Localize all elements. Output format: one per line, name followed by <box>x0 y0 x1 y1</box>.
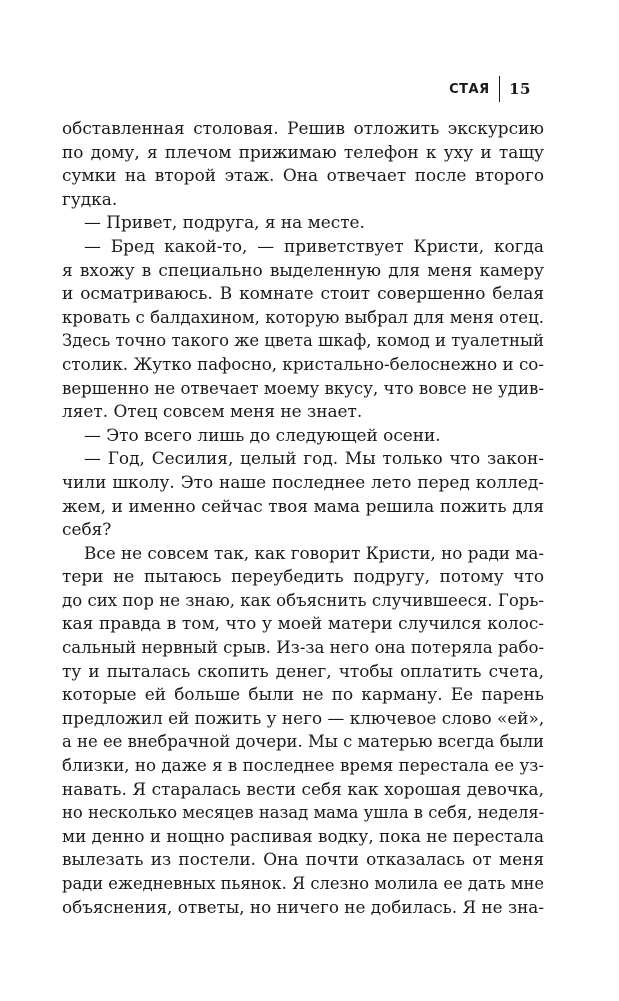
text-line: вылезать из постели. Она почти отказалась от меня <box>62 849 544 870</box>
text-line: вершенно не отвечает моему вкусу, что вовсе не удив- <box>62 378 544 398</box>
text-line: гудка. <box>62 188 118 209</box>
running-head <box>449 76 531 102</box>
text-line: объяснения, ответы, но ничего не добилась. Я не зна- <box>62 896 544 917</box>
text-line: и осматриваюсь. В комнате стоит совершенно белая <box>62 283 544 304</box>
text-line: — Бред какой-то, — приветствует Кристи, когда <box>84 235 544 256</box>
page-number: 15 <box>509 80 531 98</box>
running-head-divider <box>499 76 501 102</box>
text-line: ми денно и нощно распивая водку, пока не перестала <box>62 825 544 846</box>
text-line: — Это всего лишь до следующей осени. <box>84 424 441 445</box>
text-line: по дому, я плечом прижимаю телефон к уху и тащу <box>62 141 544 162</box>
text-line: ту и пыталась скопить денег, чтобы оплатить счета, <box>62 660 544 681</box>
text-line: сальный нервный срыв. Из-за него она потеряла рабо- <box>62 638 545 658</box>
text-line: я вхожу в специально выделенную для меня камеру <box>62 259 544 280</box>
text-line: чили школу. Это наше последнее лето перед коллед- <box>62 471 544 492</box>
text-line: себя? <box>62 519 112 540</box>
running-head-title: СТАЯ <box>449 81 490 97</box>
text-line: ляет. Отец совсем меня не знает. <box>62 401 363 422</box>
text-line: но несколько месяцев назад мама ушла в себя, неделя- <box>62 803 545 823</box>
text-line: — Привет, подруга, я на месте. <box>84 212 365 233</box>
text-line: жем, и именно сейчас твоя мама решила пожить для <box>62 495 544 516</box>
text-line: до сих пор не знаю, как объяснить случившееся. Горь- <box>62 590 544 610</box>
text-line: а не ее внебрачной дочери. Мы с матерью всегда были <box>62 732 544 752</box>
text-line: столик. Жутко пафосно, кристально-белоснежно и со- <box>62 353 544 374</box>
text-line: которые ей больше были не по карману. Ее парень <box>62 684 544 705</box>
text-line: предложил ей пожить у него — ключевое слово «ей», <box>62 707 545 728</box>
text-line: Здесь точно такого же цвета шкаф, комод и туалетный <box>62 331 544 351</box>
text-line: ради ежедневных пьянок. Я слезно молила ее дать мне <box>62 874 544 893</box>
text-line: близки, но даже я в последнее время перестала ее уз- <box>62 756 544 776</box>
text-line: навать. Я старалась вести себя как хорошая девочка, <box>62 778 544 799</box>
body-text <box>62 117 544 919</box>
text-line: Все не совсем так, как говорит Кристи, но ради ма- <box>84 542 544 563</box>
text-line: — Год, Сесилия, целый год. Мы только что закон- <box>84 448 544 469</box>
text-line: кровать с балдахином, которую выбрал для меня отец. <box>62 307 544 327</box>
text-line: кая правда в том, что у моей матери случился колос- <box>62 613 544 634</box>
text-line: обставленная столовая. Решив отложить экскурсию <box>62 118 544 138</box>
text-line: тери не пытаюсь переубедить подругу, потому что <box>62 566 544 587</box>
text-line: сумки на второй этаж. Она отвечает после второго <box>62 165 544 186</box>
